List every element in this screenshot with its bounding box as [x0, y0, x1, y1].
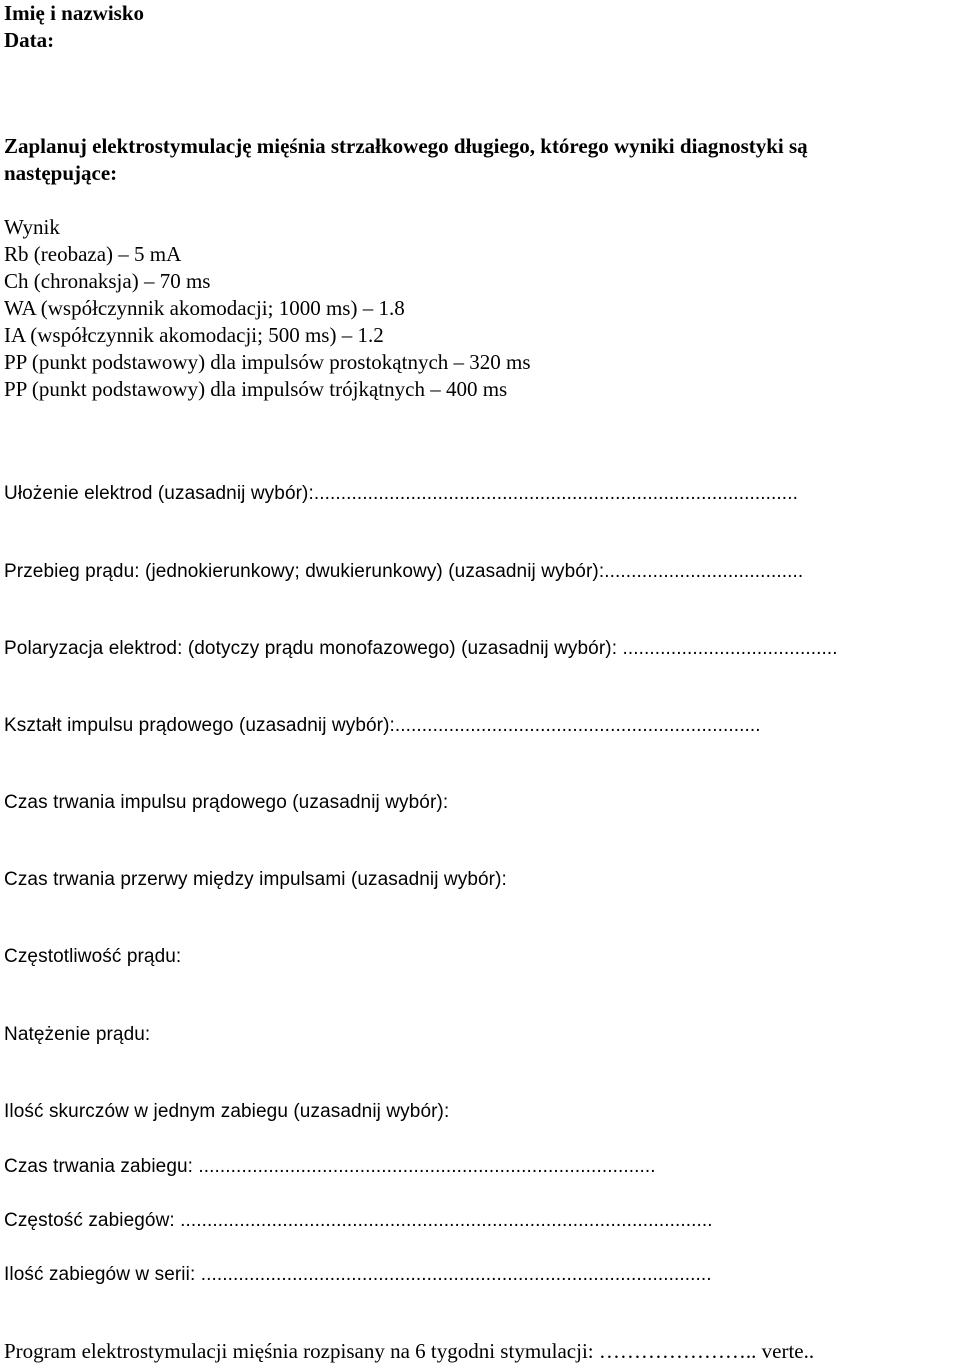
result-item: PP (punkt podstawowy) dla impulsów prostokątnych – 320 ms — [4, 350, 531, 374]
question-frequency: Częstotliwość prądu: — [4, 946, 182, 967]
question-pulse-duration: Czas trwania impulsu prądowego (uzasadnij wybór): — [4, 792, 449, 813]
question-pulse-shape: Kształt impulsu prądowego (uzasadnij wybór):.................................................................... — [4, 715, 761, 736]
header-date-label: Data: — [4, 28, 55, 52]
task-title-line-1: Zaplanuj elektrostymulację mięśnia strzałkowego długiego, którego wyniki diagnostyki są — [4, 134, 808, 158]
footer-program-line: Program elektrostymulacji mięśnia rozpisany na 6 tygodni stymulacji: ………………….. verte.. — [4, 1339, 815, 1363]
question-electrode-polarity: Polaryzacja elektrod: (dotyczy prądu monofazowego) (uzasadnij wybór): ........................................ — [4, 638, 838, 659]
question-contractions-count: Ilość skurczów w jednym zabiegu (uzasadnij wybór): — [4, 1101, 450, 1122]
result-item: Rb (reobaza) – 5 mA — [4, 242, 182, 266]
question-treatment-frequency: Częstość zabiegów: ................................................................................................... — [4, 1210, 713, 1231]
question-current-waveform: Przebieg prądu: (jednokierunkowy; dwukierunkowy) (uzasadnij wybór):..................................... — [4, 561, 804, 582]
question-intensity: Natężenie prądu: — [4, 1024, 151, 1045]
result-item: PP (punkt podstawowy) dla impulsów trójkątnych – 400 ms — [4, 377, 508, 401]
question-treatments-in-series: Ilość zabiegów w serii: ............................................................................................... — [4, 1264, 712, 1285]
result-item: Ch (chronaksja) – 70 ms — [4, 269, 211, 293]
question-electrode-placement: Ułożenie elektrod (uzasadnij wybór):.......................................................................................... — [4, 483, 798, 504]
header-name-label: Imię i nazwisko — [4, 1, 145, 25]
result-item: WA (współczynnik akomodacji; 1000 ms) – 1.8 — [4, 296, 405, 320]
results-heading: Wynik — [4, 215, 60, 239]
result-item: IA (współczynnik akomodacji; 500 ms) – 1.2 — [4, 323, 384, 347]
question-pause-duration: Czas trwania przerwy między impulsami (uzasadnij wybór): — [4, 869, 507, 890]
question-treatment-duration: Czas trwania zabiegu: ..................................................................................... — [4, 1156, 656, 1177]
task-title-line-2: następujące: — [4, 161, 118, 185]
